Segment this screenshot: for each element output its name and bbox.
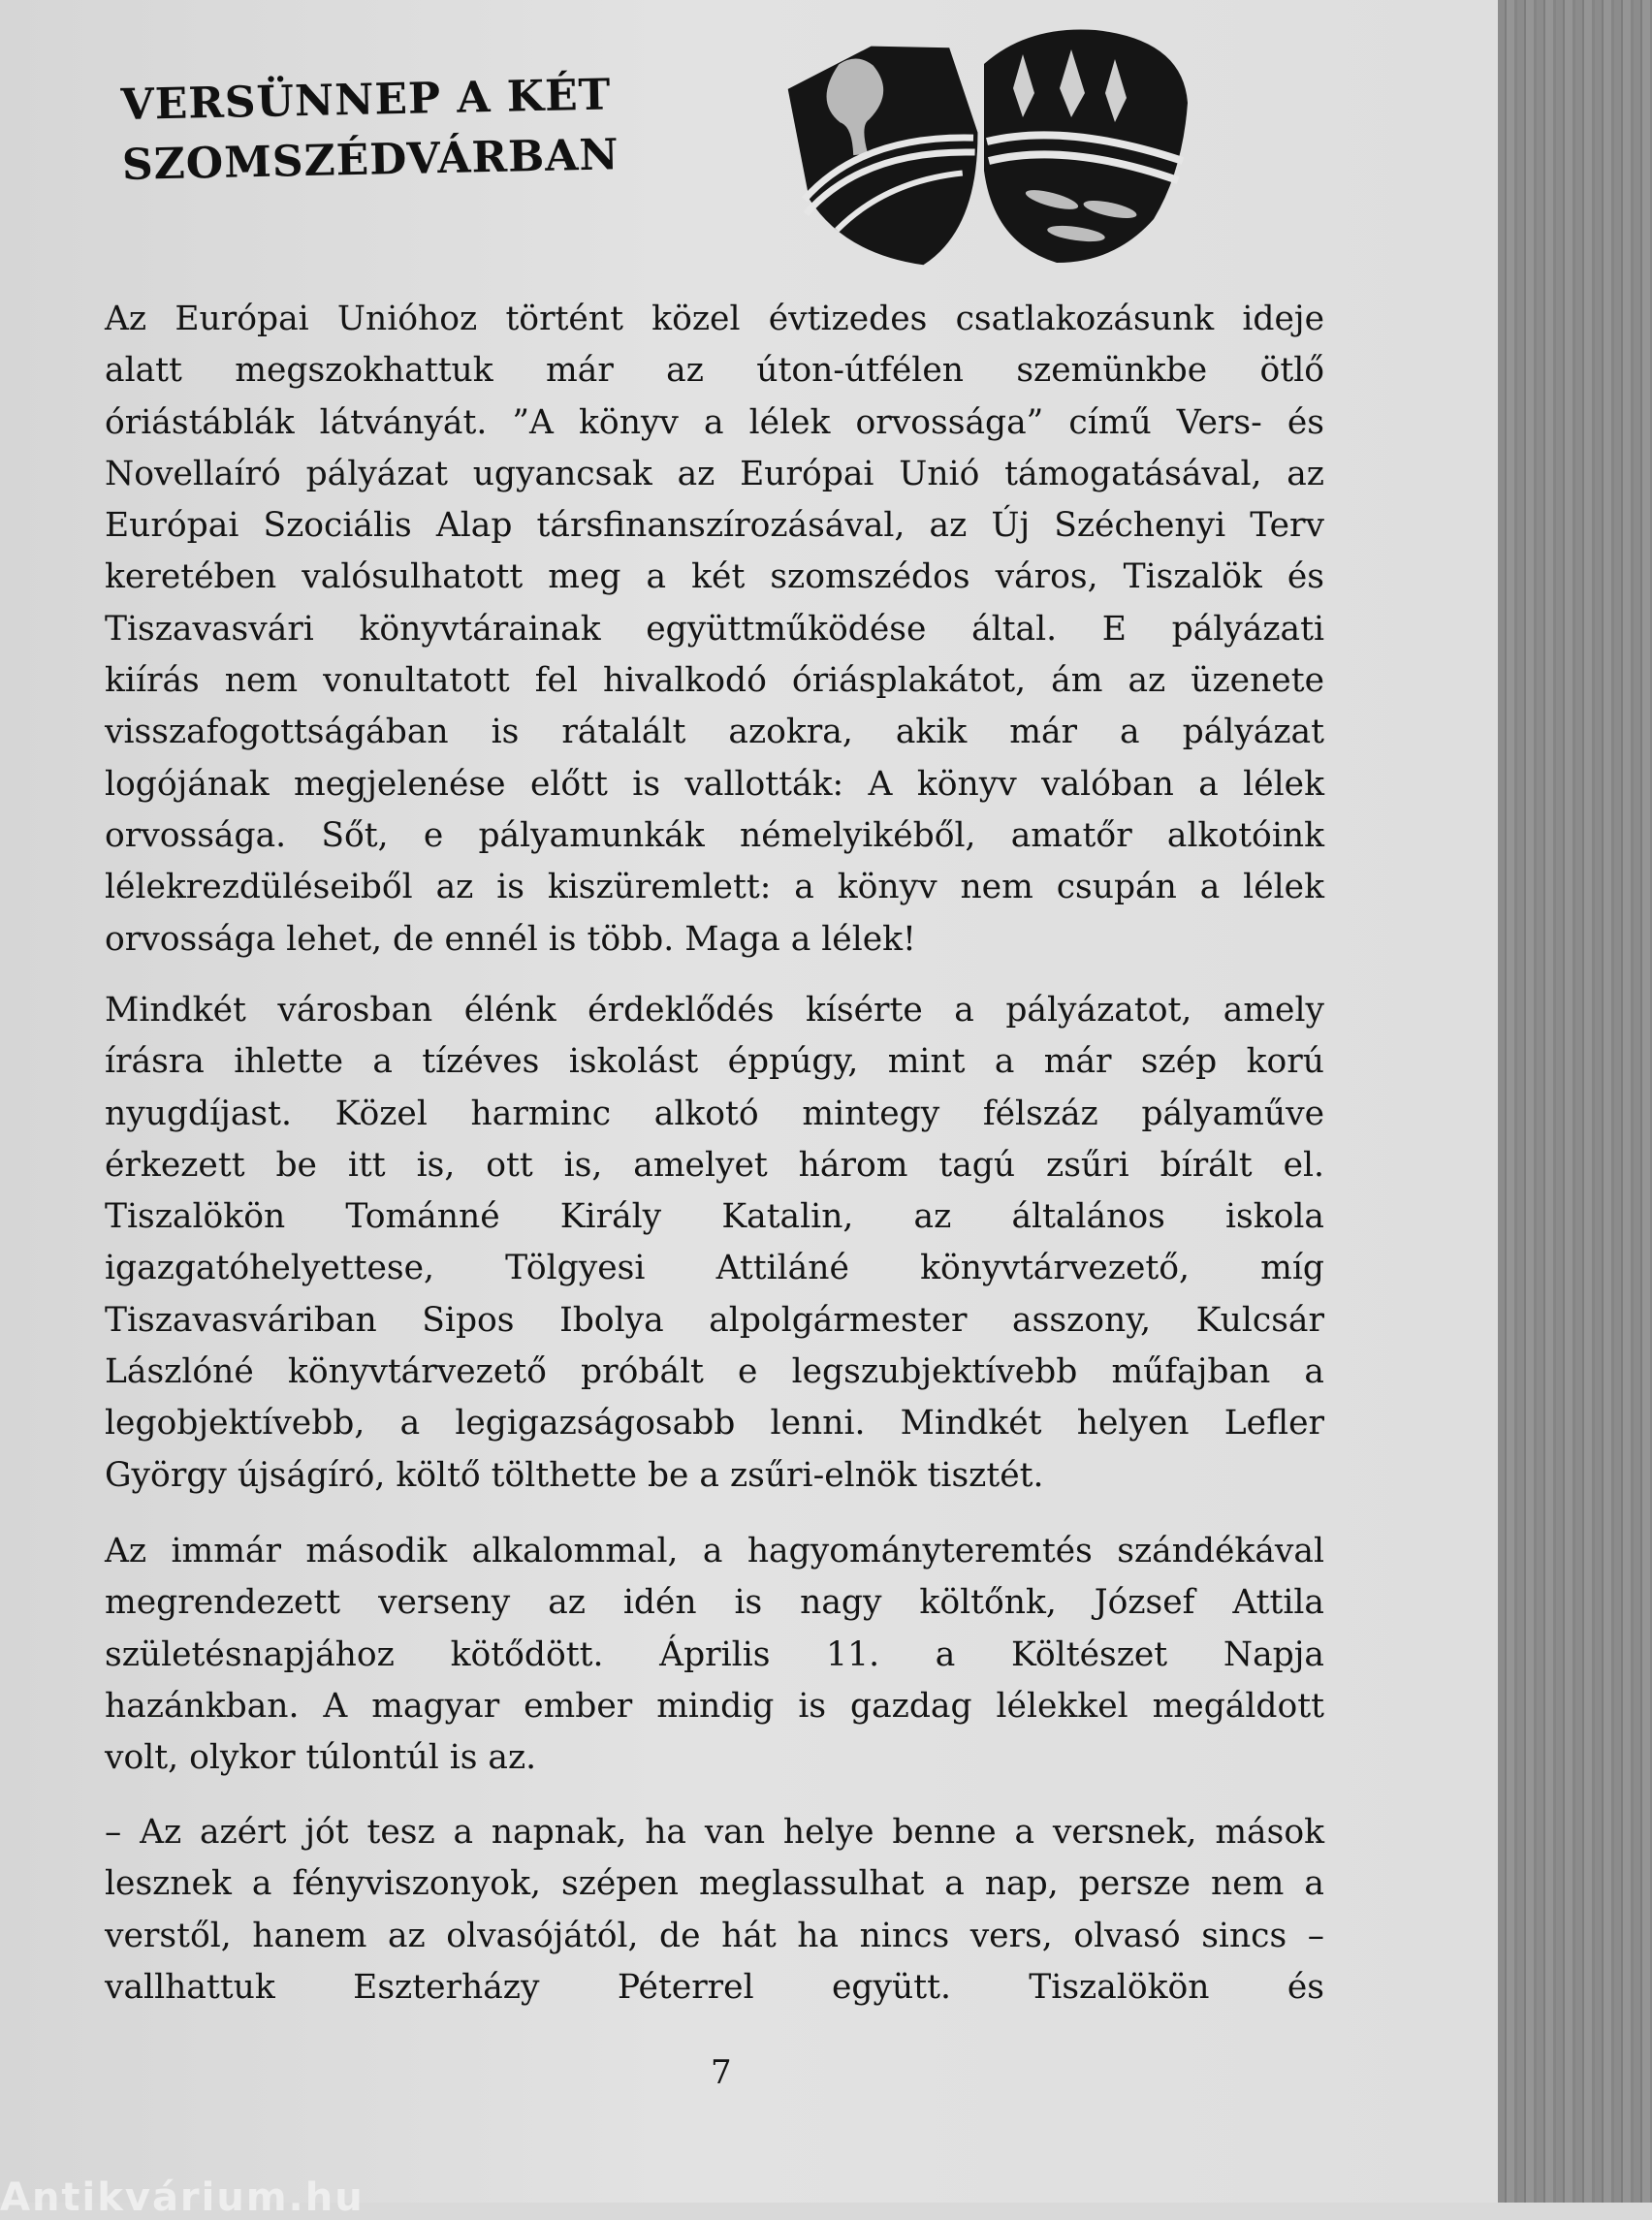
text-line: logójának megjelenése előtt is vallották: A könyv valóban a lélek bbox=[105, 764, 1324, 804]
text-line: kiírás nem vonultatott fel hivalkodó óriásplakátot, ám az üzenete bbox=[105, 661, 1324, 701]
text-line: érkezett be itt is, ott is, amelyet három tagú zsűri bírált el. bbox=[105, 1145, 1324, 1185]
coats-of-arms-icon bbox=[776, 25, 1251, 268]
watermark: Antikvárium.hu bbox=[0, 2175, 365, 2220]
text-line: Mindkét városban élénk érdeklődés kísérte a pályázatot, amely bbox=[105, 991, 1324, 1030]
text-line: Tiszavasváriban Sipos Ibolya alpolgármester asszony, Kulcsár bbox=[105, 1300, 1324, 1340]
text-line: Az immár második alkalommal, a hagyományteremtés szándékával bbox=[105, 1532, 1324, 1570]
page-number: 7 bbox=[711, 2053, 732, 2092]
text-line: születésnapjához kötődött. Április 11. a Költészet Napja bbox=[105, 1634, 1324, 1674]
text-line: volt, olykor túlontúl is az. bbox=[105, 1738, 537, 1778]
text-line: visszafogottságában is rátalált azokra, akik már a pályázat bbox=[105, 713, 1324, 752]
text-line: megrendezett verseny az idén is nagy költőnk, József Attila bbox=[105, 1583, 1324, 1623]
text-line: György újságíró, költő tölthette be a zsűri-elnök tisztét. bbox=[105, 1455, 1044, 1495]
text-line: nyugdíjast. Közel harminc alkotó mintegy félszáz pályaműve bbox=[105, 1094, 1324, 1133]
text-line: Lászlóné könyvtárvezető próbált e legszubjektívebb műfajban a bbox=[105, 1352, 1324, 1392]
text-line: Tiszavasvári könyvtárainak együttműködése által. E pályázati bbox=[105, 609, 1324, 649]
text-line: vallhattuk Eszterházy Péterrel együtt. Tiszalökön és bbox=[105, 1967, 1324, 2007]
text-line: orvossága lehet, de ennél is több. Maga a lélek! bbox=[105, 919, 916, 959]
text-line: írásra ihlette a tízéves iskolást éppúgy, mint a már szép korú bbox=[105, 1042, 1324, 1082]
article-title bbox=[120, 64, 665, 196]
text-line: Novellaíró pályázat ugyancsak az Európai Unió támogatásával, az bbox=[105, 454, 1324, 493]
text-line: lesznek a fényviszonyok, szépen meglassulhat a nap, persze nem a bbox=[105, 1864, 1324, 1904]
title-line-1: VERSÜNNEP A KÉT bbox=[120, 70, 612, 130]
tiszavasvari-shield-icon bbox=[984, 29, 1188, 263]
paragraph bbox=[105, 1807, 1324, 2014]
text-line: lélekrezdüléseiből az is kiszüremlett: a könyv nem csupán a lélek bbox=[105, 868, 1324, 907]
text-line: orvossága. Sőt, e pályamunkák némelyikéből, amatőr alkotóink bbox=[105, 815, 1324, 855]
title-line-2: SZOMSZÉDVÁRBAN bbox=[121, 130, 620, 190]
text-line: verstől, hanem az olvasójától, de hát ha nincs vers, olvasó sincs – bbox=[105, 1916, 1324, 1955]
paragraph bbox=[105, 985, 1324, 1502]
text-line: legobjektívebb, a legigazságosabb lenni. Mindkét helyen Lefler bbox=[105, 1404, 1324, 1443]
background-surface bbox=[1498, 0, 1652, 2203]
tiszalok-shield-icon bbox=[784, 36, 991, 268]
paragraph bbox=[105, 1526, 1324, 1784]
paragraph bbox=[105, 294, 1324, 966]
text-line: alatt megszokhattuk már az úton-útfélen szemünkbe ötlő bbox=[105, 351, 1324, 391]
text-line: Tiszalökön Tománné Király Katalin, az általános iskola bbox=[105, 1197, 1324, 1237]
text-line: óriástáblák látványát. ”A könyv a lélek orvossága” című Vers- és bbox=[105, 402, 1324, 442]
text-line: Az Európai Unióhoz történt közel évtizedes csatlakozásunk ideje bbox=[105, 300, 1324, 338]
text-line: – Az azért jót tesz a napnak, ha van helye benne a versnek, mások bbox=[105, 1813, 1324, 1852]
text-line: igazgatóhelyettese, Tölgyesi Attiláné könyvtárvezető, míg bbox=[105, 1249, 1324, 1288]
text-line: hazánkban. A magyar ember mindig is gazdag lélekkel megáldott bbox=[105, 1686, 1324, 1726]
text-line: keretében valósulhatott meg a két szomszédos város, Tiszalök és bbox=[105, 557, 1324, 597]
text-line: Európai Szociális Alap társfinanszírozásával, az Új Széchenyi Terv bbox=[105, 506, 1324, 546]
